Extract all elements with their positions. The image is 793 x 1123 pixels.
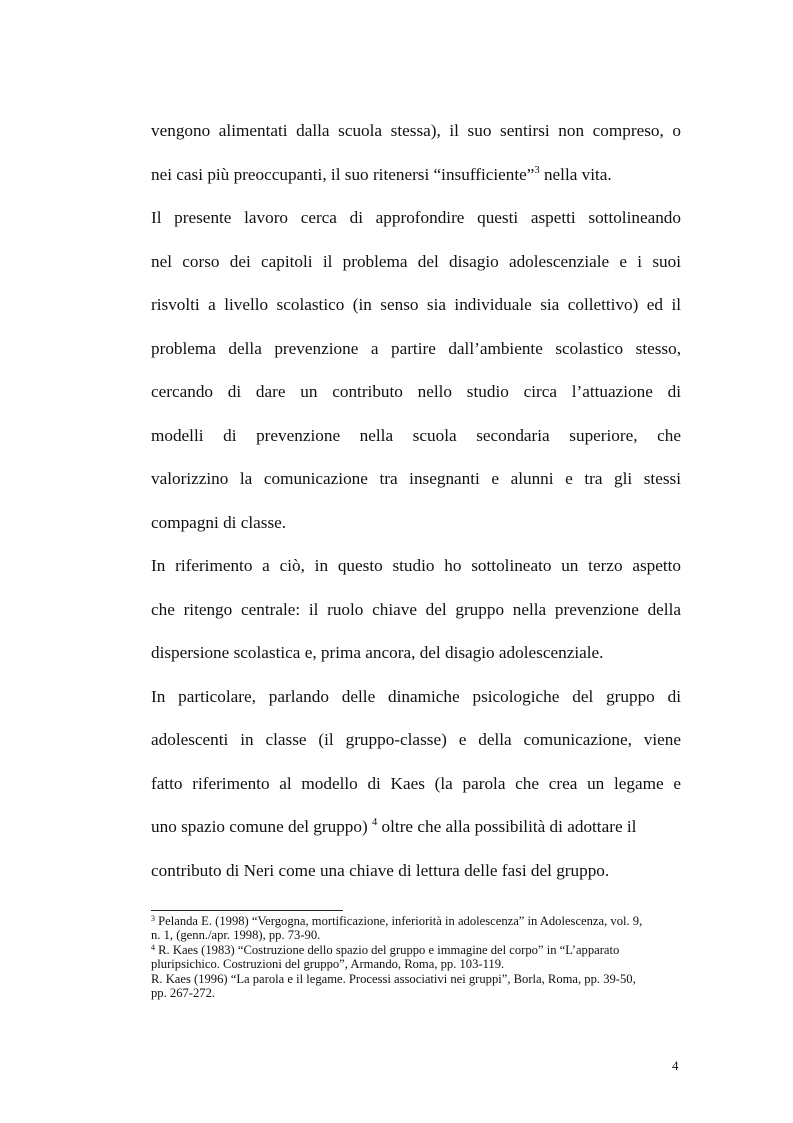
text-line: valorizzino la comunicazione tra insegnanti e alunni e tra gli stessi: [151, 469, 681, 488]
footnote-divider: [151, 910, 343, 911]
text-line: In riferimento a ciò, in questo studio ho sottolineato un terzo aspetto: [151, 556, 681, 575]
text-line: uno spazio comune del gruppo) $^4$ oltre che alla possibilità di adottare il: [151, 817, 637, 836]
footnote-line: $^3$ Pelanda E. (1998) “Vergogna, mortificazione, inferiorità in adolescenza” in Adolescenza, vol. 9,: [151, 914, 643, 928]
text-line: dispersione scolastica e, prima ancora, del disagio adolescenziale.: [151, 643, 604, 662]
text-line: risvolti a livello scolastico (in senso sia individuale sia collettivo) ed il: [151, 295, 681, 314]
text-line: compagni di classe.: [151, 512, 287, 532]
text-line: problema della prevenzione a partire dall’ambiente scolastico stesso,: [151, 338, 681, 358]
body-text: [151, 109, 681, 892]
footnotes: [151, 914, 691, 1000]
text-line: che ritengo centrale: il ruolo chiave del gruppo nella prevenzione della: [151, 599, 681, 619]
text-line: fatto riferimento al modello di Kaes (la parola che crea un legame e: [151, 773, 681, 793]
page-number: 4: [672, 1058, 679, 1073]
footnote-ref: 3: [534, 164, 540, 176]
footnote-ref: 4: [372, 817, 378, 828]
text-line: adolescenti in classe (il gruppo-classe) e della comunicazione, viene: [151, 730, 681, 749]
text-line: vengono alimentati dalla scuola stessa), il suo sentirsi non compreso, o: [151, 121, 681, 140]
footnote-line: pluripsichico. Costruzioni del gruppo”, Armando, Roma, pp. 103-119.: [151, 957, 505, 972]
text-line: In particolare, parlando delle dinamiche psicologiche del gruppo di: [151, 686, 681, 706]
text-line: Il presente lavoro cerca di approfondire questi aspetti sottolineando: [151, 208, 681, 227]
text-line: cercando di dare un contributo nello studio circa l’attuazione di: [151, 382, 681, 401]
footnote-line: R. Kaes (1996) “La parola e il legame. Processi associativi nei gruppi”, Borla, Roma, pp. 39-50,: [151, 971, 636, 986]
text-line: nel corso dei capitoli il problema del disagio adolescenziale e i suoi: [151, 251, 681, 271]
text-line: contributo di Neri come una chiave di lettura delle fasi del gruppo.: [151, 860, 610, 880]
text-line: modelli di prevenzione nella scuola secondaria superiore, che: [151, 425, 681, 445]
footnote-line: $^4$ R. Kaes (1983) “Costruzione dello spazio del gruppo e immagine del corpo” in “L’apparato: [151, 942, 620, 957]
text-line: nei casi più preoccupanti, il suo ritenersi “insufficiente”$^3$ nella vita.: [151, 164, 612, 184]
footnote-line: pp. 267-272.: [151, 986, 216, 1001]
footnote-line: n. 1, (genn./apr. 1998), pp. 73-90.: [151, 928, 321, 943]
